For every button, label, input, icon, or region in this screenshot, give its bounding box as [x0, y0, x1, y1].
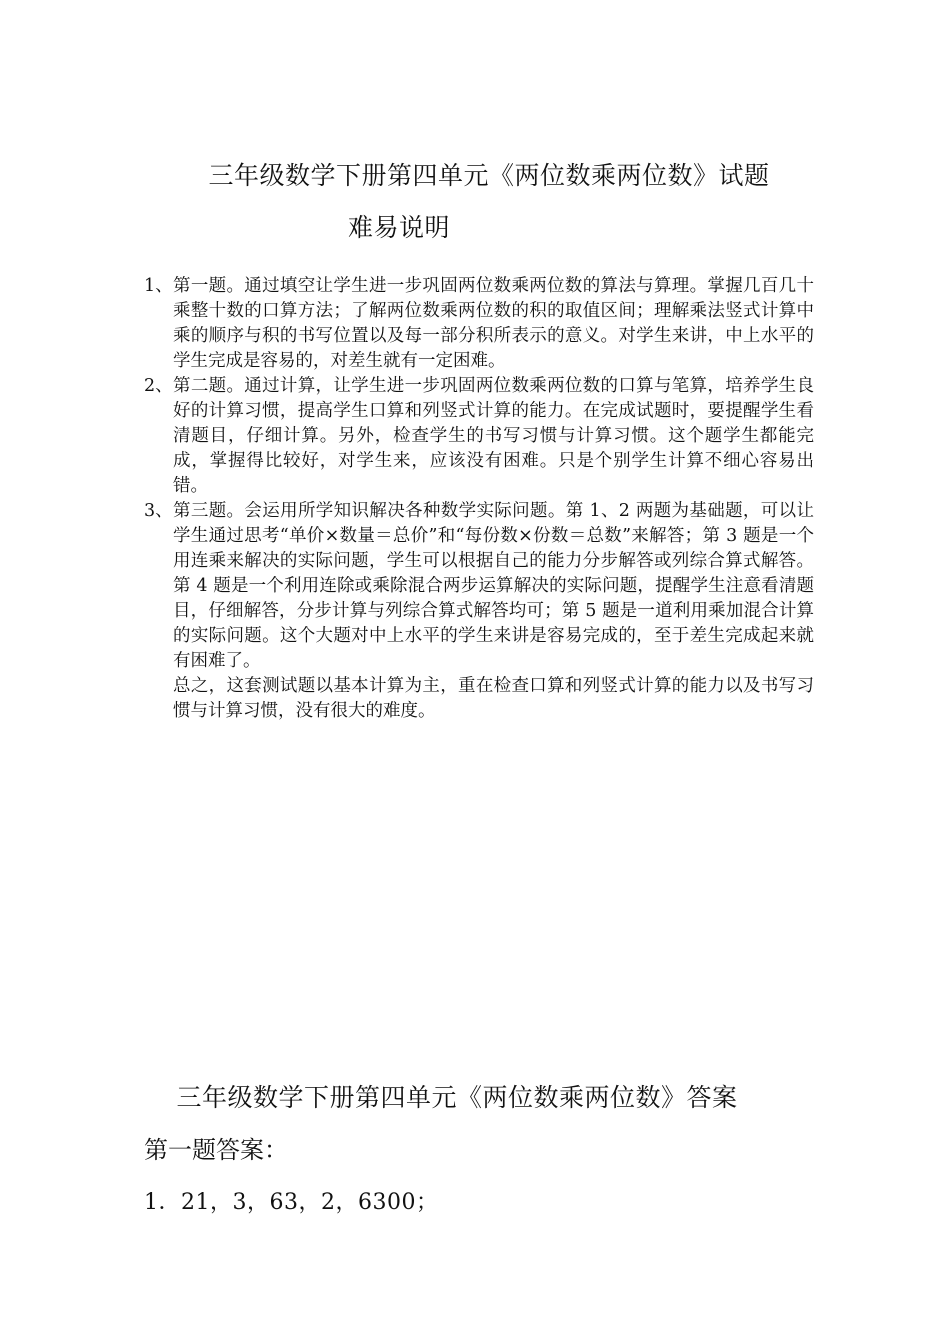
item-text: 第三题。会运用所学知识解决各种数学实际问题。第 1、2 两题为基础题，可以让学生通过思考“单价×数量＝总价”和“每份数×份数＝总数”来解答；第 3 题是一个用连乘来解决的实际问题，学生可以根据自己的能力分步解答或列综合算式解答。第 4 题是一个利用连除或乘除混合两步运算解决的实际问题，提醒学生注意看清题目，仔细解答，分步计算与列综合算式解答均可；第 5 题是一道利用乘加混合计算的实际问题。这个大题对中上水平的学生来讲是容易完成的，至于差生完成起来就有困难了。: [173, 501, 814, 671]
list-item: [144, 374, 814, 499]
item-number: 3、: [144, 501, 173, 521]
item-text: 第二题。通过计算，让学生进一步巩固两位数乘两位数的口算与笔算，培养学生良好的计算习惯，提高学生口算和列竖式计算的能力。在完成试题时，要提醒学生看清题目，仔细计算。另外，检查学生的书写习惯与计算习惯。这个题学生都能完成，掌握得比较好，对学生来，应该没有困难。只是个别学生计算不细心容易出错。: [173, 376, 814, 496]
answer-title: 三年级数学下册第四单元《两位数乘两位数》答案: [176, 1083, 738, 1112]
difficulty-explanation-list: [144, 274, 814, 724]
answer-line: 1．21，3，63，2，6300；: [144, 1190, 439, 1215]
item-number: 2、: [144, 376, 173, 396]
summary-text: 总之，这套测试题以基本计算为主，重在检查口算和列竖式计算的能力以及书写习惯与计算习惯，没有很大的难度。: [173, 676, 814, 721]
list-item: [144, 274, 814, 374]
document-title: 三年级数学下册第四单元《两位数乘两位数》试题: [208, 161, 770, 190]
item-text: 第一题。通过填空让学生进一步巩固两位数乘两位数的算法与算理。掌握几百几十乘整十数的口算方法；了解两位数乘两位数的积的取值区间；理解乘法竖式计算中乘的顺序与积的书写位置以及每一部分积所表示的意义。对学生来讲，中上水平的学生完成是容易的，对差生就有一定困难。: [173, 276, 814, 371]
answer-heading: 第一题答案：: [144, 1136, 288, 1164]
section-subtitle: 难易说明: [347, 213, 450, 242]
item-number: 1、: [144, 276, 173, 296]
list-item: [144, 499, 814, 724]
